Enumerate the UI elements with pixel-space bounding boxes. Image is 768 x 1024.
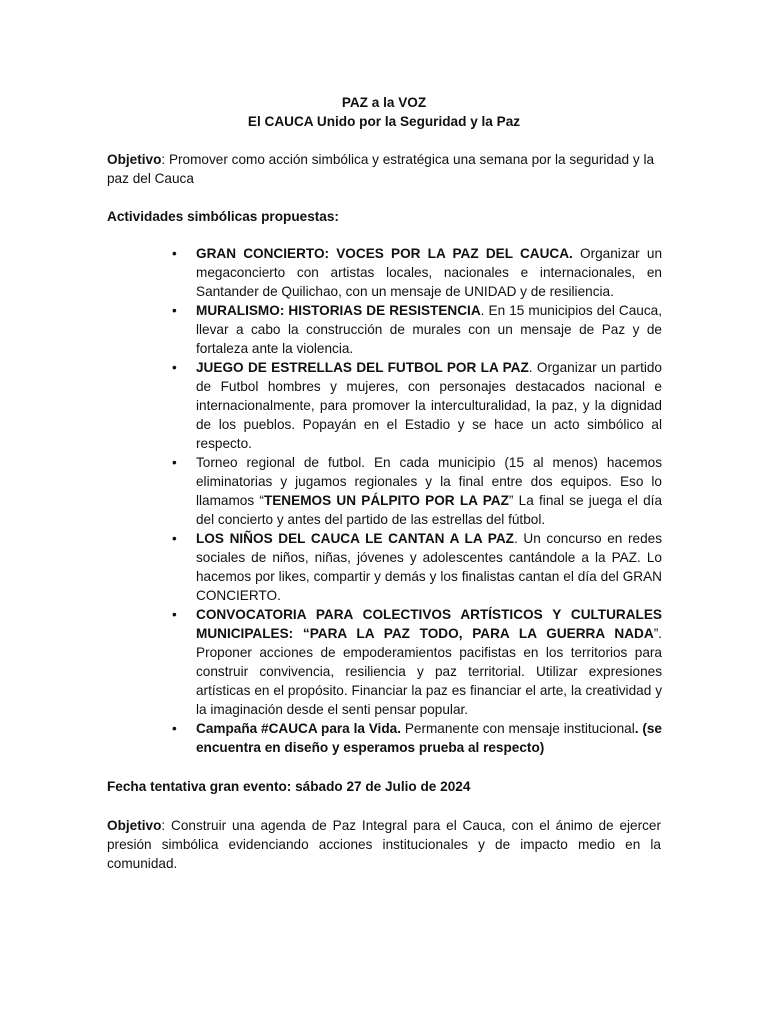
title-line-1: PAZ a la VOZ [341, 95, 427, 110]
activity-text-pre: Torneo regional de futbol. En cada municipio (15 al menos) hacemos eliminatorias y jugamos regionales y la final entre dos equipos. Eso lo llamamos “ [196, 455, 662, 508]
bullet-icon: • [172, 360, 177, 375]
activities-heading [107, 207, 661, 226]
activity-text: Permanente con mensaje institucional [400, 721, 635, 736]
list-item [170, 529, 662, 605]
objective-text-2: : Construir una agenda de Paz Integral para el Cauca, con el ánimo de ejercer presión simbólica evidenciando acciones institucionales y de impacto medio en la comunidad. [107, 818, 661, 871]
activity-title: JUEGO DE ESTRELLAS DEL FUTBOL POR LA PAZ [196, 360, 529, 375]
activity-title: TENEMOS UN PÁLPITO POR LA PAZ [263, 493, 509, 508]
list-item [170, 453, 662, 529]
bullet-icon: • [172, 607, 177, 622]
bullet-icon: • [172, 455, 177, 470]
activity-title: GRAN CONCIERTO: VOCES POR LA PAZ DEL CAUCA. [196, 246, 573, 261]
list-item [170, 719, 662, 757]
activities-list [170, 244, 662, 757]
bullet-icon: • [172, 303, 177, 318]
activity-title: LOS NIÑOS DEL CAUCA LE CANTAN A LA PAZ [196, 531, 514, 546]
list-item [170, 244, 662, 301]
objective-paragraph-1 [107, 150, 661, 188]
objective-paragraph-2 [107, 816, 661, 873]
activity-title: CONVOCATORIA PARA COLECTIVOS ARTÍSTICOS Y CULTURALES MUNICIPALES: “PARA LA PAZ TODO, PARA LA GUERRA NADA [196, 607, 662, 641]
bullet-icon: • [172, 721, 177, 736]
activities-heading-text: Actividades simbólicas propuestas: [107, 209, 339, 224]
document-title [0, 93, 768, 131]
activity-text: . En 15 municipios del Cauca, llevar a cabo la construcción de murales con un mensaje de Paz y de fortaleza ante la violencia. [196, 303, 662, 356]
list-item [170, 301, 662, 358]
list-item [170, 358, 662, 453]
objective-label-1: Objetivo [107, 152, 162, 167]
title-line-2: El CAUCA Unido por la Seguridad y la Paz [247, 114, 521, 129]
activity-title: Campaña #CAUCA para la Vida. [196, 721, 401, 736]
activity-text: ” La final se juega el día del concierto y antes del partido de las estrellas del fútbol. [196, 493, 663, 527]
event-date [107, 777, 661, 796]
activity-text: . Organizar un partido de Futbol hombres y mujeres, con personajes destacados nacional e internacionalmente, para promover la interculturalidad, la paz, y la dignidad de los pueblos. Popayán en el Estadio y se hace un acto simbólico al respecto. [196, 360, 662, 451]
activity-title: MURALISMO: HISTORIAS DE RESISTENCIA [196, 303, 481, 318]
objective-label-2: Objetivo [107, 818, 162, 833]
event-date-text: Fecha tentativa gran evento: sábado 27 de Julio de 2024 [107, 779, 471, 794]
bullet-icon: • [172, 246, 177, 261]
activity-note: . (se encuentra en diseño y esperamos prueba al respecto) [196, 721, 662, 755]
activity-text: . Un concurso en redes sociales de niños, niñas, jóvenes y adolescentes cantándole a la PAZ. Lo hacemos por likes, compartir y demás y los finalistas cantan el día del GRAN CONCIERTO. [196, 531, 662, 603]
bullet-icon: • [172, 531, 177, 546]
activity-text: Organizar un megaconcierto con artistas locales, nacionales e internacionales, en Santander de Quilichao, con un mensaje de UNIDAD y de resiliencia. [196, 246, 663, 299]
list-item [170, 605, 662, 719]
objective-text-1: : Promover como acción simbólica y estratégica una semana por la seguridad y la paz del Cauca [107, 152, 655, 186]
activity-text: ”. Proponer acciones de empoderamientos pacifistas en los territorios para construir convivencia, resiliencia y paz territorial. Utilizar expresiones artísticas en el propósito. Financiar la paz es financiar el arte, la creatividad y la imaginación desde el senti pensar popular. [196, 626, 662, 717]
